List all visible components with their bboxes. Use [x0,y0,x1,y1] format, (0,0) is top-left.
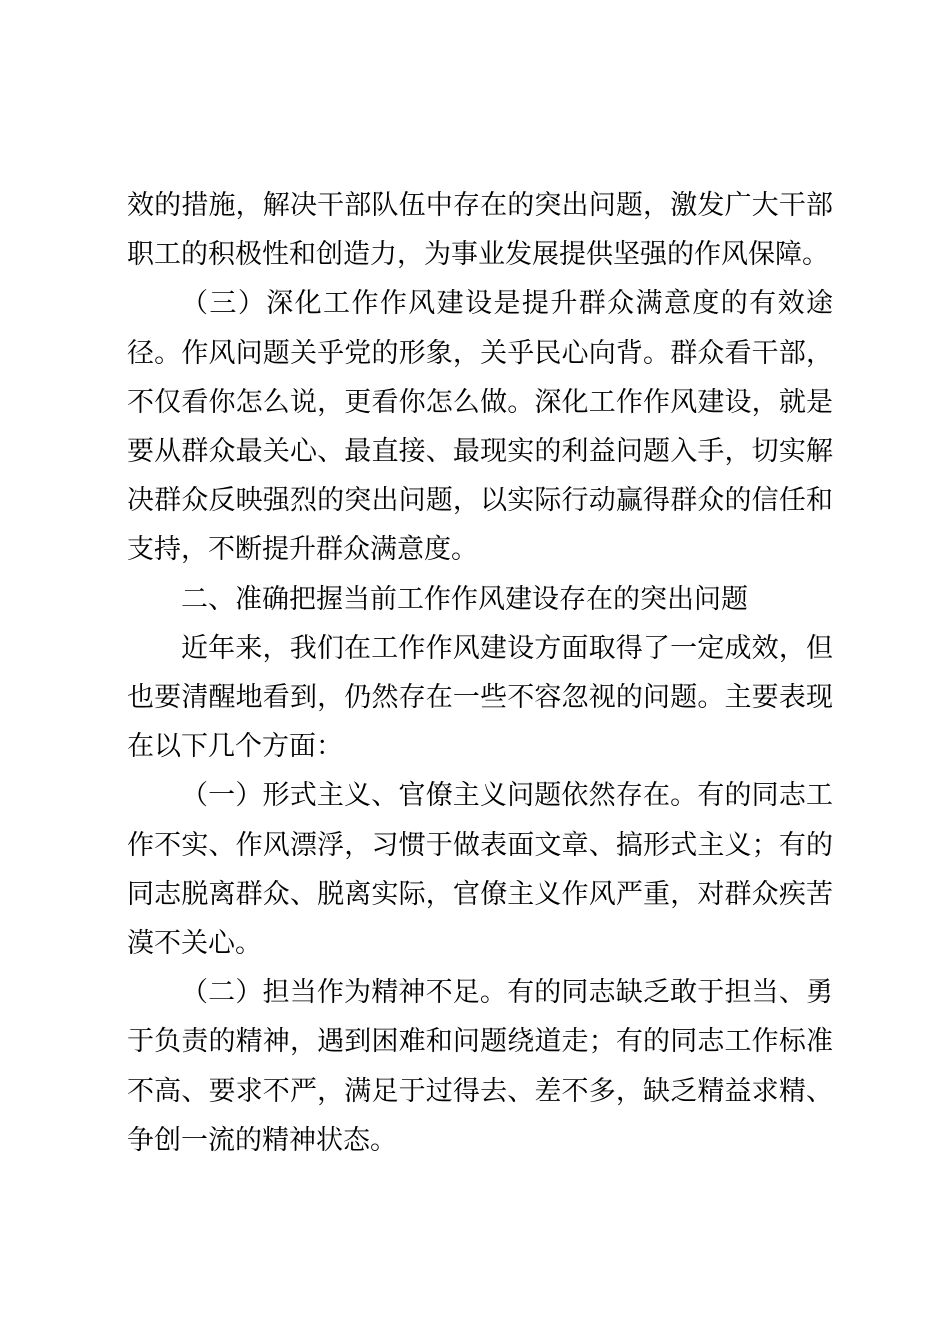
paragraph-continuation: 效的措施，解决干部队伍中存在的突出问题，激发广大干部职工的积极性和创造力，为事业发展提供坚强的作风保障。 [127,190,833,271]
document-body [127,181,833,1165]
section-heading-two: 二、准确把握当前工作作风建设存在的突出问题 [181,583,748,615]
paragraph-item-two: （二）担当作为精神不足。有的同志缺乏敢于担当、勇于负责的精神，遇到困难和问题绕道走；有的同志工作标准不高、要求不严，满足于过得去、差不多，缺乏精益求精、争创一流的精神状态。 [127,977,833,1156]
paragraph-intro: 近年来，我们在工作作风建设方面取得了一定成效，但也要清醒地看到，仍然存在一些不容忽视的问题。主要表现在以下几个方面： [127,632,833,763]
paragraph-item-one: （一）形式主义、官僚主义问题依然存在。有的同志工作不实、作风漂浮，习惯于做表面文章、搞形式主义；有的同志脱离群众、脱离实际，官僚主义作风严重，对群众疾苦漠不关心。 [127,780,833,960]
paragraph-section-three: （三）深化工作作风建设是提升群众满意度的有效途径。作风问题关乎党的形象，关乎民心向背。群众看干部，不仅看你怎么说，更看你怎么做。深化工作作风建设，就是要从群众最关心、最直接、最现实的利益问题入手，切实解决群众反映强烈的突出问题，以实际行动赢得群众的信任和支持，不断提升群众满意度。 [127,288,833,566]
